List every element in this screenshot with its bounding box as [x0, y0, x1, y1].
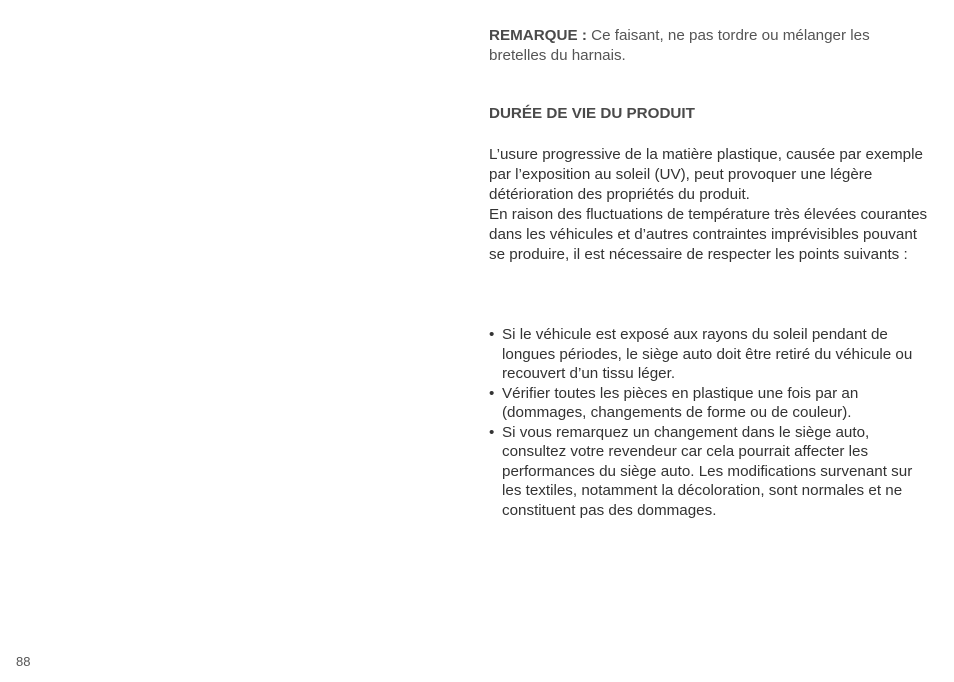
right-column	[489, 26, 929, 519]
note-label: REMARQUE :	[489, 27, 587, 44]
list-item-text: Si vous remarquez un changement dans le siège auto, consultez votre revendeur car cela pourrait affecter les performances du siège auto. Les modifications survenant sur les textiles, notamment la décoloration, sont normales et ne constituent pas des dommages.	[502, 423, 913, 519]
bullet-icon: •	[489, 423, 495, 441]
intro-text	[489, 145, 929, 265]
intro-paragraph: En raison des fluctuations de température très élevées courantes dans les véhicules et d’autres contraintes imprévisibles pouvant se produire, il est nécessaire de respecter les points suivants :	[489, 206, 928, 263]
bullet-list	[489, 325, 929, 520]
note	[489, 26, 929, 66]
list-item	[489, 325, 929, 384]
intro-paragraph: L’usure progressive de la matière plastique, causée par exemple par l’exposition au soleil (UV), peut provoquer une légère détérioration des propriétés du produit.	[489, 146, 923, 203]
section-heading: DURÉE DE VIE DU PRODUIT	[489, 105, 695, 122]
list-item-text: Vérifier toutes les pièces en plastique une fois par an (dommages, changements de forme ou de couleur).	[502, 384, 859, 421]
bullet-icon: •	[489, 384, 495, 402]
note-text: Ce faisant, ne pas tordre ou mélanger les bretelles du harnais.	[489, 27, 870, 64]
list-item	[489, 423, 929, 521]
list-item-text: Si le véhicule est exposé aux rayons du soleil pendant de longues périodes, le siège auto doit être retiré du véhicule ou recouvert d’un tissu léger.	[502, 326, 913, 382]
bullet-icon: •	[489, 326, 495, 343]
page-number: 88	[16, 654, 31, 669]
list-item	[489, 384, 929, 423]
